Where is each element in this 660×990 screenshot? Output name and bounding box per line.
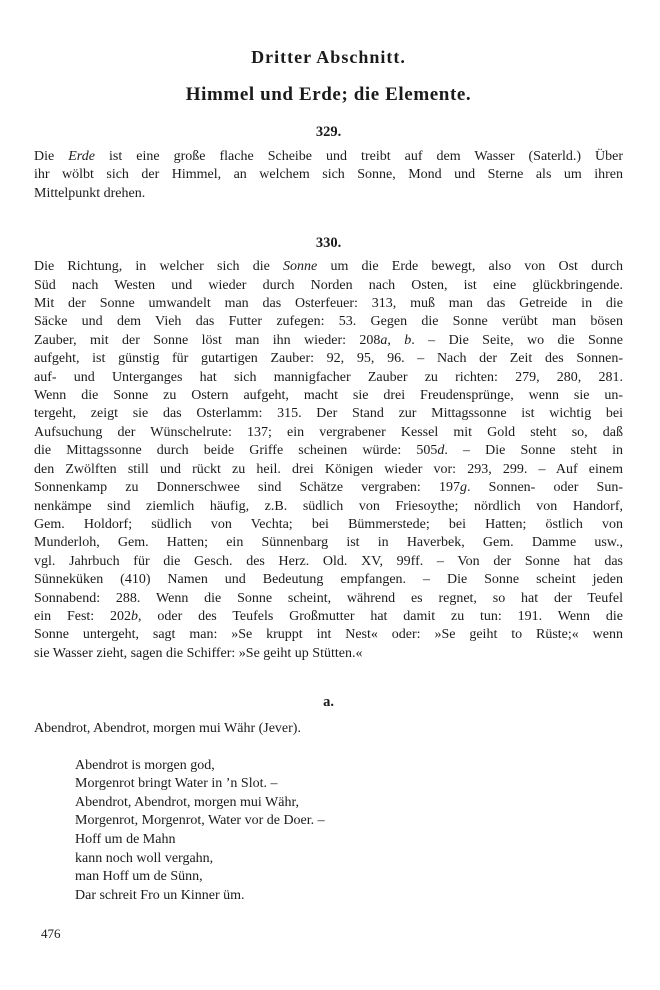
text-line: Munderloh, Gem. Hatten; ein Sünnenbarg ist in Haverbek, Gem. Damme usw.,	[34, 535, 623, 551]
poem-line: kann noch woll vergahn,	[75, 850, 214, 866]
text-line: auf- und Unterganges hat sich mannigfacher Zauber zu richten: 279, 280, 281.	[34, 369, 623, 385]
poem-line: Abendrot, Abendrot, morgen mui Währ,	[75, 794, 300, 810]
text-line: ein Fest: 202b, oder des Teufels Großmutter hat damit zu tun: 191. Wenn die	[34, 608, 623, 624]
text-line: Sonne untergeht, sagt man: »Se kruppt int Nest« oder: »Se geiht to Rüste;« wenn	[34, 627, 623, 643]
poem-line: Abendrot is morgen god,	[75, 757, 215, 773]
text-line: Mit der Sonne umwandelt man das Osterfeuer: 313, muß man das Getreide in die	[34, 296, 623, 312]
poem	[75, 757, 623, 906]
text-line: Säcke und dem Vieh das Futter zufegen: 53. Gegen die Sonne verübt man bösen	[34, 314, 623, 330]
paragraph-329	[34, 148, 623, 203]
text-line: Sonnabend: 288. Wenn die Sonne scheint, während es regnet, so hat der Teufel	[34, 590, 623, 606]
text-line: Sünneküken (410) Namen und Bedeutung empfangen. – Die Sonne scheint jeden	[34, 572, 623, 588]
verse-intro-line: Abendrot, Abendrot, morgen mui Währ (Jever).	[34, 721, 301, 737]
text-line: Süd nach Westen und wieder durch Norden nach Osten, ist eine glückbringende.	[34, 277, 623, 293]
text-line: nenkämpe sind ziemlich häufig, z.B. südlich von Friesoythe; nördlich von Handorf,	[34, 498, 623, 514]
poem-line: Morgenrot, Morgenrot, Water vor de Doer. –	[75, 813, 325, 829]
text-line: Mittelpunkt drehen.	[34, 185, 146, 201]
text-line: Gem. Holdorf; südlich von Vechta; bei Bümmerstede; bei Hatten; östlich von	[34, 516, 623, 532]
paragraph-number-329: 329.	[315, 124, 342, 140]
text-line: Sonnenkamp zu Donnerschwee sind Schätze vergraben: 197g. Sonnen- oder Sun-	[34, 480, 623, 496]
subsection-label-a: a.	[323, 694, 334, 711]
text-line: ihr wölbt sich der Himmel, an welchem sich Sonne, Mond und Sterne als um ihren	[34, 167, 623, 183]
text-line: sie Wasser zieht, sagen die Schiffer: »Se geiht up Stütten.«	[34, 645, 363, 661]
text-line: aufgeht, ist günstig für gutartigen Zauber: 92, 95, 96. – Nach der Zeit des Sonnen-	[34, 351, 623, 367]
text-line: Zauber, mit der Sonne löst man ihn wieder: 208a, b. – Die Seite, wo die Sonne	[34, 332, 624, 348]
text-line: den Zwölften still und rückt zu heil. drei Königen wieder vor: 293, 299. – Auf einem	[34, 461, 623, 477]
text-line: Die Erde ist eine große flache Scheibe und treibt auf dem Wasser (Saterld.) Über	[34, 149, 624, 164]
text-line: die Mittagssonne durch beide Griffe scheinen würde: 505d. – Die Sonne steht in	[34, 443, 624, 459]
poem-line: Hoff um de Mahn	[75, 831, 176, 847]
poem-line: Dar schreit Fro un Kinner üm.	[75, 887, 245, 903]
paragraph-330	[34, 258, 623, 663]
page-number: 476	[41, 926, 61, 941]
chapter-title: Himmel und Erde; die Elemente.	[185, 84, 472, 105]
section-title: Dritter Abschnitt.	[251, 47, 406, 67]
poem-line: man Hoff um de Sünn,	[75, 869, 203, 885]
text-line: Aufsuchung der Wünschelrute: 137; ein vergrabener Kessel mit Gold steht so, daß	[34, 424, 623, 440]
text-line: Wenn die Sonne zu Ostern aufgeht, macht sie drei Freudensprünge, wenn sie un-	[34, 388, 623, 404]
page-content	[34, 0, 623, 905]
poem-line: Morgenrot bringt Water in ’n Slot. –	[75, 776, 278, 792]
text-line: tergeht, zeigt sie das Osterlamm: 315. Der Stand zur Mittagssonne ist wichtig bei	[34, 406, 623, 422]
paragraph-number-330: 330.	[315, 235, 342, 252]
text-line: vgl. Jahrbuch für die Gesch. des Herz. Old. XV, 99ff. – Von der Sonne hat das	[34, 553, 623, 569]
text-line: Die Richtung, in welcher sich die Sonne um die Erde bewegt, also von Ost durch	[34, 259, 623, 275]
